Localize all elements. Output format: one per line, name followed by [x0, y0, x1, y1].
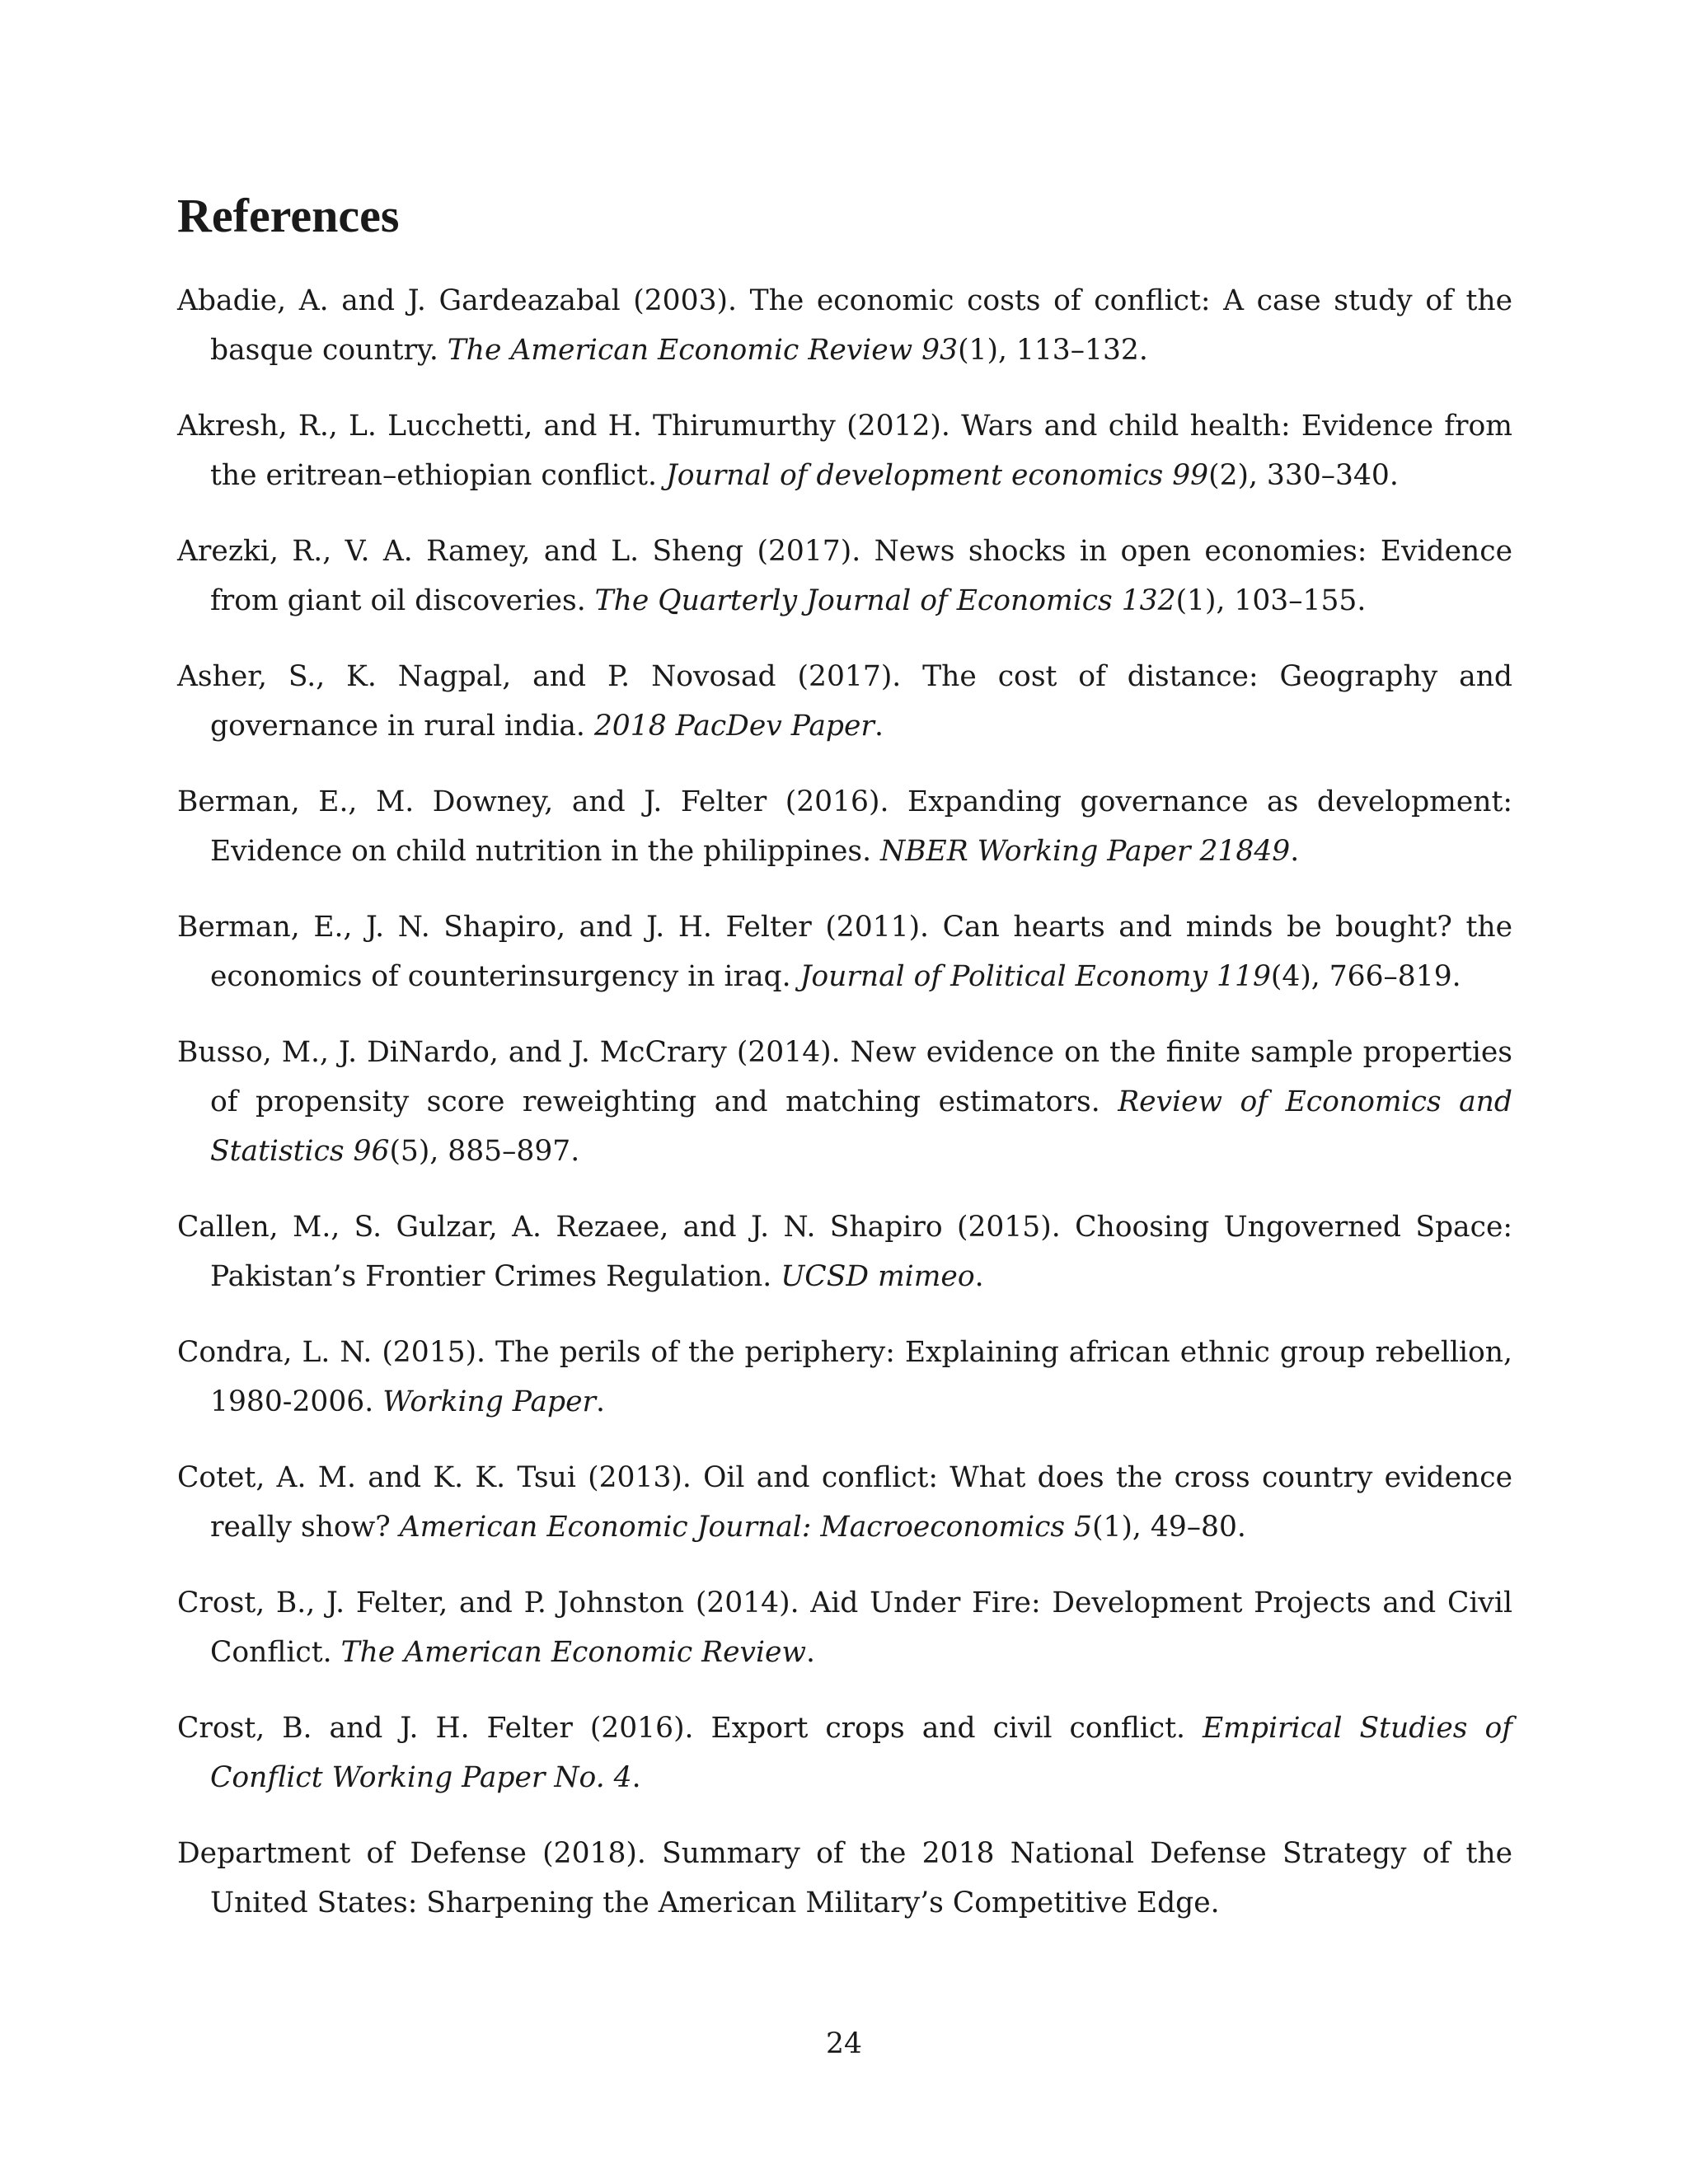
reference-text: (2), 330–340.	[1208, 459, 1399, 492]
reference-text: Condra, L. N. (2015). The perils of the periphery: Explaining african ethnic group rebellion, 1980-2006.	[177, 1336, 1512, 1418]
reference-text: .	[974, 1260, 984, 1293]
reference-source: Journal of development economics 99	[665, 459, 1209, 492]
reference-entry	[177, 1578, 1512, 1677]
reference-text: (5), 885–897.	[389, 1135, 580, 1168]
reference-entry	[177, 777, 1512, 876]
reference-source: American Economic Journal: Macroeconomics 5	[399, 1511, 1093, 1544]
page-number: 24	[826, 2027, 862, 2060]
reference-text: .	[1290, 835, 1300, 868]
reference-source: NBER Working Paper 21849	[880, 835, 1291, 868]
references-heading: References	[177, 189, 400, 242]
reference-entry	[177, 1829, 1512, 1928]
reference-text: (4), 766–819.	[1270, 960, 1461, 993]
reference-text: Callen, M., S. Gulzar, A. Rezaee, and J. N. Shapiro (2015). Choosing Ungoverned Space: Pakistan’s Frontier Crimes Regulation.	[177, 1211, 1512, 1293]
reference-source: 2018 PacDev Paper	[593, 710, 874, 743]
reference-text: Akresh, R., L. Lucchetti, and H. Thirumurthy (2012). Wars and child health: Evidence from the eritrean–ethiopian conflict.	[177, 410, 1512, 492]
reference-text: Abadie, A. and J. Gardeazabal (2003). The economic costs of conflict: A case study of the basque country.	[177, 284, 1512, 367]
reference-source: Journal of Political Economy 119	[799, 960, 1271, 993]
reference-entry	[177, 1028, 1512, 1176]
reference-text: Arezki, R., V. A. Ramey, and L. Sheng (2017). News shocks in open economies: Evidence from giant oil discoveries.	[177, 535, 1512, 617]
reference-text: Berman, E., J. N. Shapiro, and J. H. Felter (2011). Can hearts and minds be bought? the economics of counterinsurgency in iraq.	[177, 911, 1512, 993]
reference-list	[177, 276, 1512, 1954]
reference-text: Busso, M., J. DiNardo, and J. McCrary (2014). New evidence on the finite sample properties of propensity score reweighting and matching estimators.	[177, 1036, 1512, 1118]
reference-entry	[177, 1328, 1512, 1427]
reference-source: The Quarterly Journal of Economics 132	[594, 584, 1176, 617]
reference-text: .	[631, 1761, 641, 1794]
reference-text: (1), 113–132.	[958, 334, 1148, 367]
reference-text: (1), 103–155.	[1175, 584, 1367, 617]
reference-source: Working Paper	[382, 1385, 597, 1418]
reference-text: Cotet, A. M. and K. K. Tsui (2013). Oil and conflict: What does the cross country evidence really show?	[177, 1461, 1512, 1544]
reference-entry	[177, 1202, 1512, 1301]
reference-text: .	[596, 1385, 605, 1418]
reference-text: Department of Defense (2018). Summary of the 2018 National Defense Strategy of the United States: Sharpening the American Military’s Competitive Edge.	[177, 1837, 1512, 1919]
reference-text: Berman, E., M. Downey, and J. Felter (2016). Expanding governance as development: Evidence on child nutrition in the philippines.	[177, 785, 1512, 868]
reference-entry	[177, 401, 1512, 500]
reference-entry	[177, 276, 1512, 375]
reference-text: Crost, B., J. Felter, and P. Johnston (2014). Aid Under Fire: Development Projects and Civil Conflict.	[177, 1586, 1512, 1669]
reference-entry	[177, 652, 1512, 751]
reference-text: .	[874, 710, 884, 743]
reference-entry	[177, 902, 1512, 1001]
reference-source: The American Economic Review	[340, 1636, 806, 1669]
reference-text: (1), 49–80.	[1092, 1511, 1246, 1544]
reference-text: Crost, B. and J. H. Felter (2016). Export crops and civil conflict.	[177, 1712, 1203, 1745]
reference-entry	[177, 527, 1512, 626]
reference-source: Review of Economics and Statistics 96	[210, 1085, 1512, 1168]
reference-text: Asher, S., K. Nagpal, and P. Novosad (2017). The cost of distance: Geography and governance in rural india.	[177, 660, 1512, 743]
reference-source: The American Economic Review 93	[447, 334, 959, 367]
reference-text: .	[806, 1636, 815, 1669]
reference-source: UCSD mimeo	[781, 1260, 975, 1293]
reference-entry	[177, 1453, 1512, 1552]
reference-source: Empirical Studies of Conflict Working Paper No. 4	[210, 1712, 1512, 1794]
reference-entry	[177, 1704, 1512, 1802]
